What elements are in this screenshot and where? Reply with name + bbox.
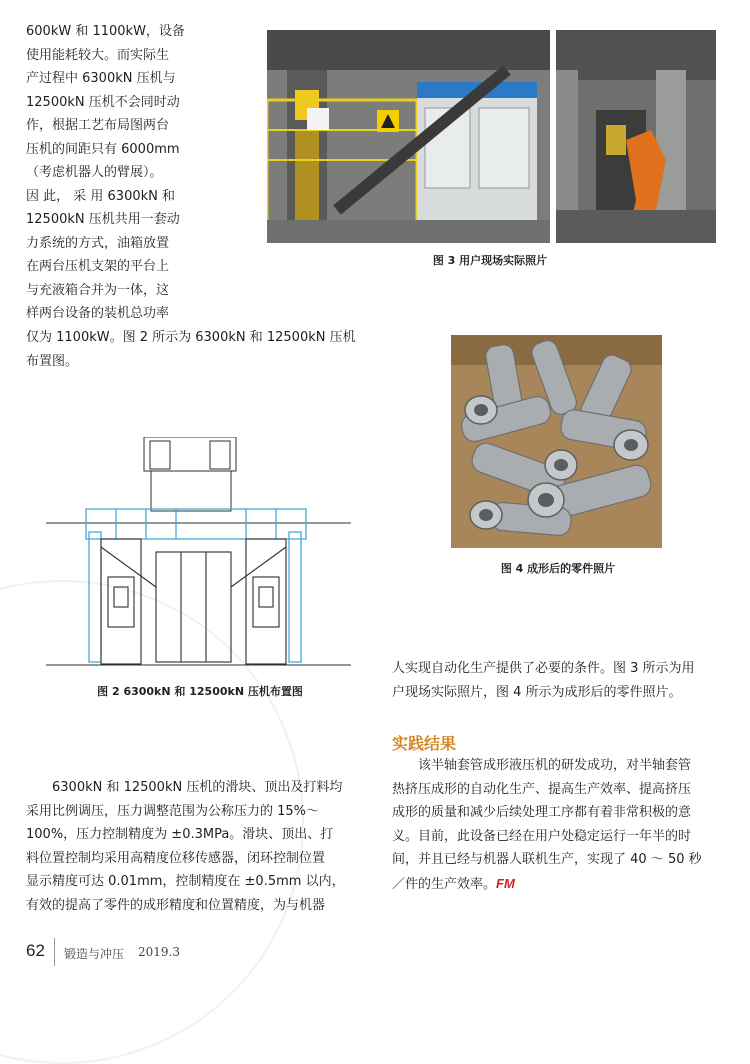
figure-3-photo-left (267, 30, 550, 243)
paragraph-line: 因 此， 采 用 6300kN 和 (26, 188, 175, 204)
paragraph-line: 成形的质量和减少后续处理工序都有着非常积极的意 (392, 805, 692, 820)
last-line-text: ／件的生产效率。 (392, 876, 497, 892)
right-column-continuation (392, 657, 732, 704)
paragraph-line: 有效的提高了零件的成形精度和位置精度，为与机器 (26, 897, 326, 913)
figure-4-photo (451, 335, 662, 548)
paragraph-line: 使用能耗较大。而实际生 (26, 47, 170, 63)
figure-3-caption: 图 3 用户现场实际照片 (432, 254, 548, 267)
paragraph-line: 12500kN 压机共用一套动 (26, 212, 180, 227)
right-column-result-text (392, 754, 732, 896)
paragraph-line: 热挤压成形的自动化生产、提高生产效率、提高挤压 (392, 781, 692, 797)
magazine-name: 锻造与冲压 (64, 947, 125, 961)
paragraph-line: 作，根据工艺布局图两台 (26, 118, 170, 133)
paragraph-line: 6300kN 和 12500kN 压机的滑块、顶出及打料均 (52, 780, 343, 795)
section-heading: 实践结果 (392, 734, 457, 753)
paragraph-line: 压机的间距只有 6000mm (26, 141, 180, 157)
paragraph-line: 600kW 和 1100kW，设备 (26, 24, 185, 39)
paragraph-line: 产过程中 6300kN 压机与 (26, 71, 176, 86)
left-column-bottom-text (26, 776, 366, 917)
fm-logo: FM (496, 875, 515, 891)
paragraph-line: 与充液箱合并为一体，这 (26, 282, 170, 298)
figure-2-caption: 图 2 6300kN 和 12500kN 压机布置图 (97, 685, 303, 698)
paragraph-line: 力系统的方式，油箱放置 (26, 235, 170, 251)
footer-divider (54, 938, 55, 966)
paragraph-line (392, 872, 732, 897)
paragraph-line: 人实现自动化生产提供了必要的条件。图 3 所示为用 (392, 661, 695, 676)
left-column-wide-text (26, 326, 366, 373)
figure-3-photo-right (556, 30, 716, 243)
paragraph-line: 在两台压机支架的平台上 (26, 259, 170, 274)
paragraph-line: 义。目前，此设备已经在用户处稳定运行一年半的时 (392, 828, 692, 844)
paragraph-line: 样两台设备的装机总功率 (26, 306, 170, 321)
issue-number: 2019.3 (138, 945, 180, 959)
paragraph-line: 布置图。 (26, 353, 79, 369)
paragraph-line: 显示精度可达 0.01mm，控制精度在 ±0.5mm 以内， (26, 874, 345, 889)
paragraph-line: 料位置控制均采用高精度位移传感器，闭环控制位置 (26, 850, 326, 866)
paragraph-line: 100%，压力控制精度为 ±0.3MPa。滑块、顶出、打 (26, 827, 334, 842)
page-number: 62 (26, 941, 45, 960)
paragraph-line: 间，并且已经与机器人联机生产，实现了 40 ～ 50 秒 (392, 852, 702, 867)
paragraph-line: （考虑机器人的臂展）。 (26, 165, 163, 180)
paragraph-line: 仅为 1100kW。图 2 所示为 6300kN 和 12500kN 压机 (26, 330, 356, 345)
paragraph-line: 该半轴套管成形液压机的研发成功，对半轴套管 (418, 758, 692, 773)
left-column-top-text (26, 20, 196, 326)
figure-4-caption: 图 4 成形后的零件照片 (500, 562, 616, 575)
paragraph-line: 采用比例调压，压力调整范围为公称压力的 15%～ (26, 803, 320, 819)
figure-2-drawing (46, 437, 351, 669)
paragraph-line: 户现场实际照片，图 4 所示为成形后的零件照片。 (392, 684, 682, 700)
paragraph-line: 12500kN 压机不会同时动 (26, 94, 180, 110)
